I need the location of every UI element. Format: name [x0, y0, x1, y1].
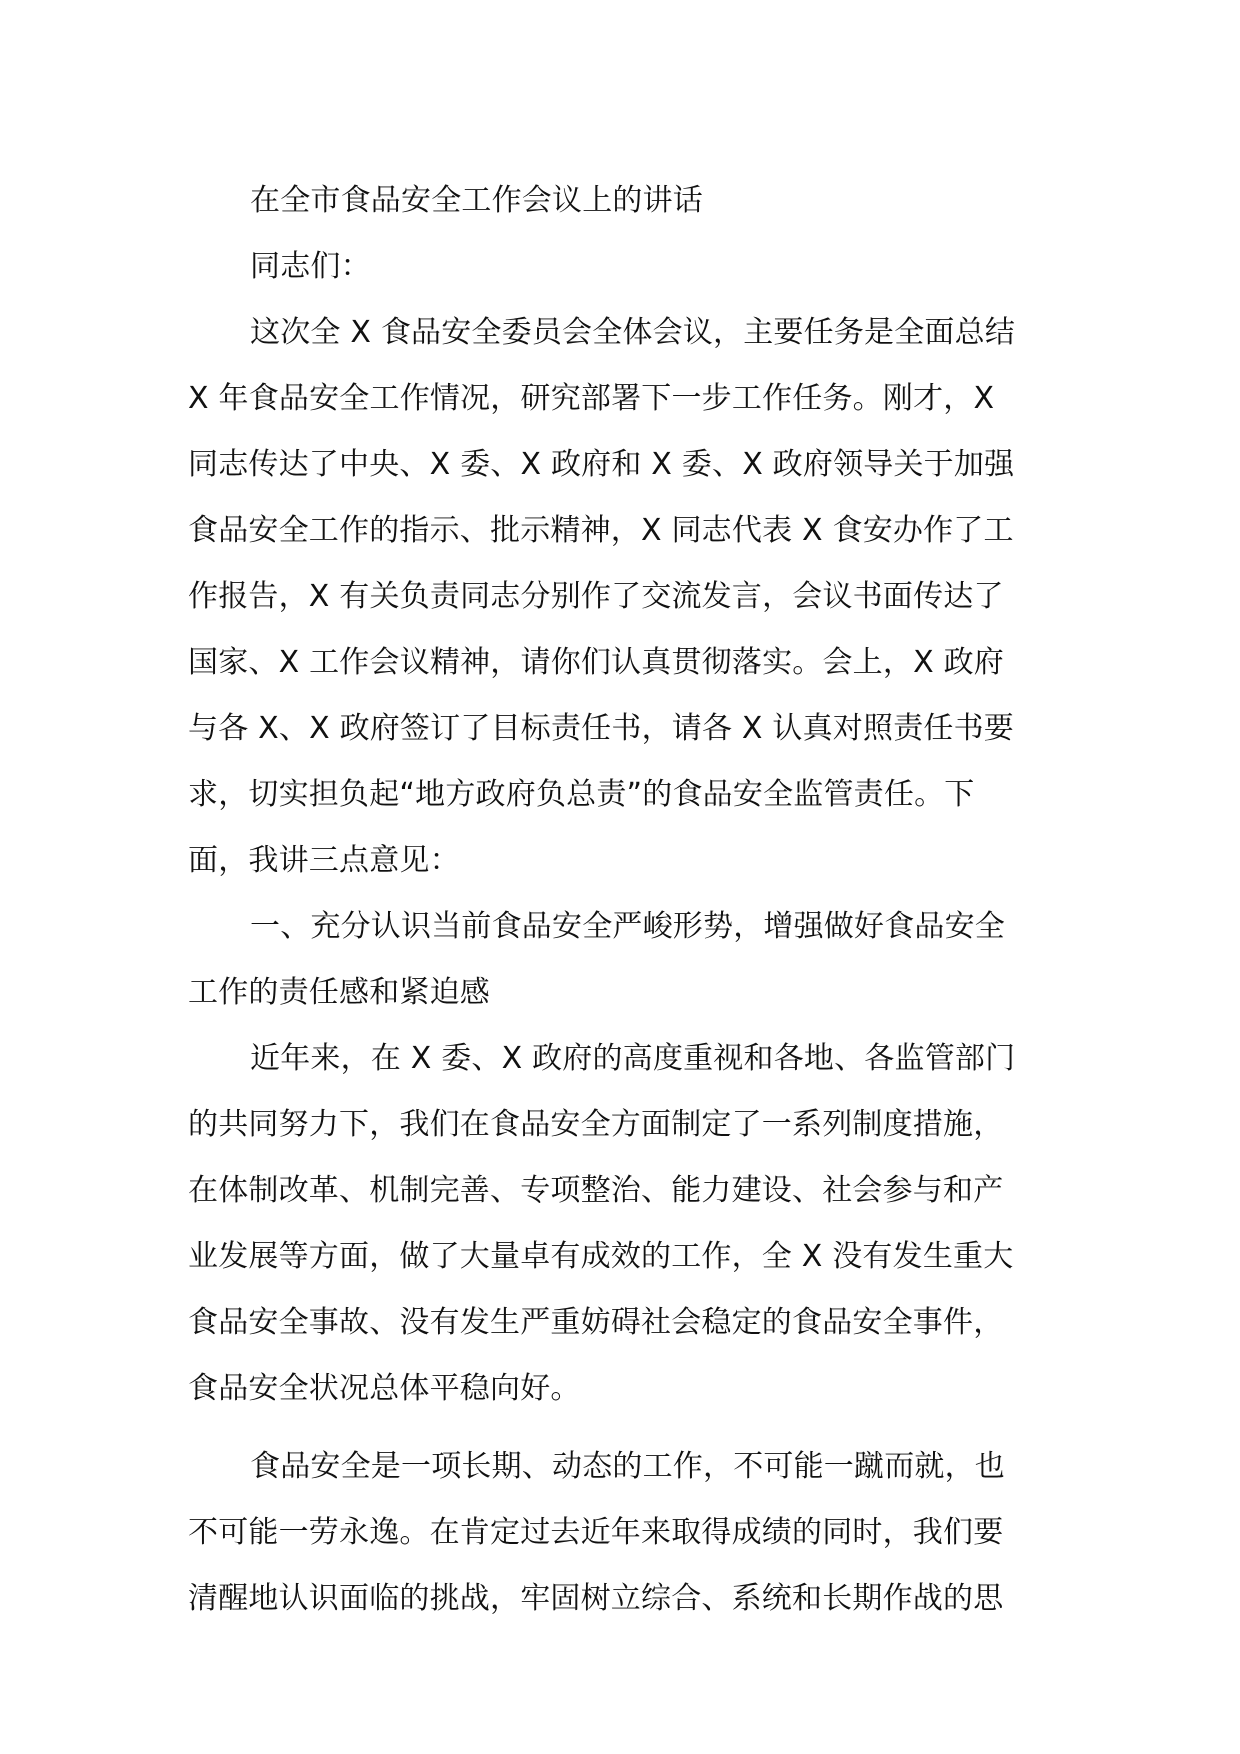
text-line: X 年食品安全工作情况，研究部署下一步工作任务。刚才，X — [188, 381, 995, 416]
text-line: 业发展等方面，做了大量卓有成效的工作，全 X 没有发生重大 — [188, 1239, 1014, 1274]
paragraph-2 — [188, 1026, 1058, 1422]
paragraph-3 — [188, 1434, 1058, 1632]
text-line: 国家、X 工作会议精神，请你们认真贯彻落实。会上，X 政府 — [188, 645, 1004, 680]
text-line: 与各 X、X 政府签订了目标责任书，请各 X 认真对照责任书要 — [188, 711, 1014, 746]
document-title: 在全市食品安全工作会议上的讲话 — [250, 183, 703, 218]
text-line: 食品安全状况总体平稳向好。 — [188, 1371, 581, 1406]
text-line: 不可能一劳永逸。在肯定过去近年来取得成绩的同时，我们要 — [188, 1515, 1004, 1550]
heading-line: 一、充分认识当前食品安全严峻形势，增强做好食品安全 — [250, 909, 1005, 944]
text-line: 面，我讲三点意见： — [188, 843, 460, 878]
text-line: 这次全 X 食品安全委员会全体会议，主要任务是全面总结 — [250, 315, 1016, 350]
text-line: 的共同努力下，我们在食品安全方面制定了一系列制度措施， — [188, 1107, 1004, 1142]
text-line: 在体制改革、机制完善、专项整治、能力建设、社会参与和产 — [188, 1173, 1004, 1208]
text-line: 近年来，在 X 委、X 政府的高度重视和各地、各监管部门 — [250, 1041, 1016, 1076]
paragraph-1 — [188, 300, 1058, 894]
salutation: 同志们： — [250, 249, 371, 284]
heading-line: 工作的责任感和紧迫感 — [188, 975, 490, 1010]
document-body — [188, 168, 1058, 1632]
text-line: 求，切实担负起“地方政府负总责”的食品安全监管责任。下 — [188, 777, 975, 812]
text-line: 食品安全事故、没有发生严重妨碍社会稳定的食品安全事件， — [188, 1305, 1004, 1340]
text-line: 食品安全工作的指示、批示精神，X 同志代表 X 食安办作了工 — [188, 513, 1014, 548]
paragraph-gap — [188, 1422, 1058, 1434]
section-heading-1 — [188, 894, 1058, 1026]
text-line: 作报告，X 有关负责同志分别作了交流发言，会议书面传达了 — [188, 579, 1004, 614]
text-line: 同志传达了中央、X 委、X 政府和 X 委、X 政府领导关于加强 — [188, 447, 1015, 482]
text-line: 食品安全是一项长期、动态的工作，不可能一蹴而就，也 — [250, 1449, 1005, 1484]
text-line: 清醒地认识面临的挑战，牢固树立综合、系统和长期作战的思 — [188, 1581, 1004, 1616]
